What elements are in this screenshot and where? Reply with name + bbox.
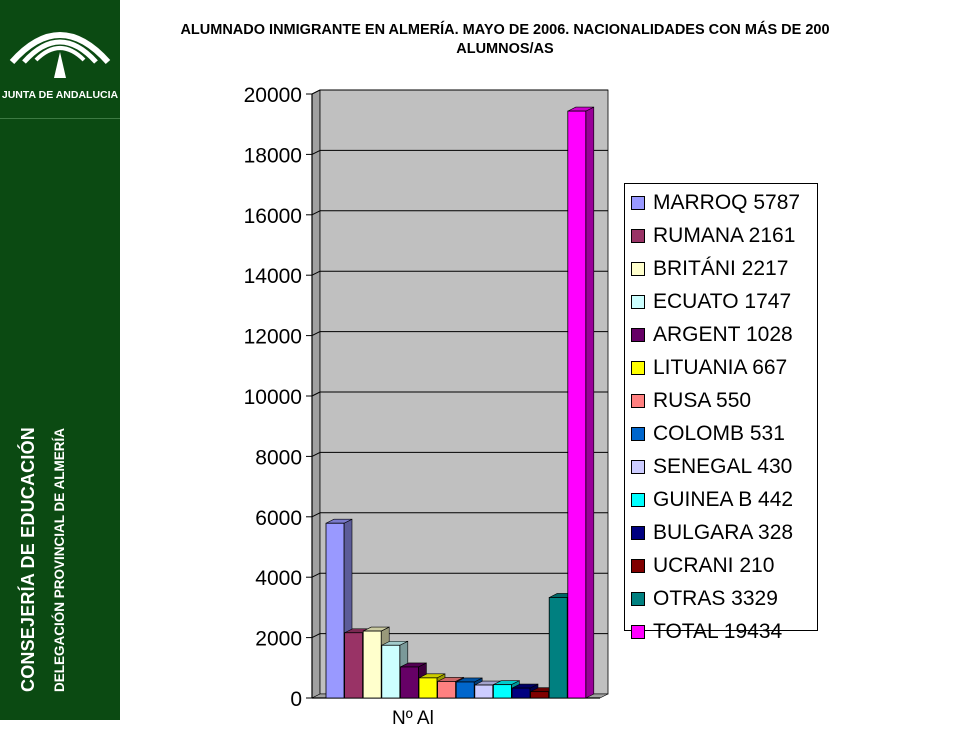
bar (456, 682, 474, 698)
y-tick-label: 8000 (255, 446, 302, 470)
legend-label: SENEGAL 430 (653, 454, 793, 478)
bar (400, 667, 418, 698)
bar (531, 692, 549, 698)
legend-swatch (631, 460, 645, 474)
legend-swatch (631, 196, 645, 210)
legend-item (625, 450, 817, 483)
chart-legend (624, 183, 818, 643)
y-tick-label: 6000 (255, 506, 302, 530)
legend-item (625, 516, 817, 549)
legend-label: MARROQ 5787 (653, 190, 801, 214)
chart-title: ALUMNADO INMIGRANTE EN ALMERÍA. MAYO DE 2006. NACIONALIDADES CON MÁS DE 200 ALUMNOS/AS (180, 22, 830, 57)
legend-item (625, 384, 817, 417)
legend-swatch (631, 526, 645, 540)
legend-swatch (631, 625, 645, 639)
legend-item (625, 186, 817, 219)
legend-label: RUSA 550 (653, 388, 752, 412)
legend-item (625, 285, 817, 318)
bar (419, 678, 437, 698)
legend-label: UCRANI 210 (653, 553, 775, 577)
legend-label: BRITÁNI 2217 (653, 256, 789, 280)
legend-item (625, 549, 817, 582)
legend-swatch (631, 592, 645, 606)
legend-item (625, 318, 817, 351)
legend-item (625, 351, 817, 384)
logo-text: JUNTA DE ANDALUCIA (1, 89, 119, 101)
bar (345, 633, 363, 698)
bar-side (586, 107, 594, 698)
legend-label: GUINEA B 442 (653, 487, 794, 511)
legend-swatch (631, 427, 645, 441)
legend-swatch (631, 229, 645, 243)
legend-item (625, 219, 817, 252)
x-axis-label: Nº Al (392, 708, 434, 729)
y-tick-label: 14000 (243, 265, 302, 289)
y-tick-label: 20000 (243, 84, 302, 107)
y-tick-label: 4000 (255, 567, 302, 591)
legend-item (625, 615, 817, 648)
y-tick-label: 10000 (243, 386, 302, 409)
legend-item (625, 417, 817, 450)
legend-swatch (631, 493, 645, 507)
legend-label: ARGENT 1028 (653, 322, 793, 346)
legend-label: COLOMB 531 (653, 421, 785, 445)
delegacion-label: DELEGACIÓN PROVINCIAL DE ALMERÍA (52, 427, 67, 692)
legend-item (625, 483, 817, 516)
legend-item (625, 252, 817, 285)
y-tick-label: 0 (290, 688, 302, 711)
legend-swatch (631, 295, 645, 309)
legend-label: OTRAS 3329 (653, 586, 778, 610)
bar (493, 685, 511, 698)
y-tick-label: 2000 (255, 627, 302, 651)
legend-swatch (631, 559, 645, 573)
consejeria-label: CONSEJERÍA DE EDUCACIÓN (18, 427, 38, 692)
legend-label: TOTAL 19434 (653, 619, 783, 643)
y-tick-label: 18000 (243, 144, 302, 168)
legend-label: RUMANA 2161 (653, 223, 796, 247)
legend-item (625, 582, 817, 615)
y-tick-label: 16000 (243, 204, 302, 228)
legend-swatch (631, 394, 645, 408)
legend-label: BULGARA 328 (653, 520, 794, 544)
legend-label: LITUANIA 667 (653, 355, 788, 379)
bar (438, 681, 456, 698)
y-tick-label: 12000 (243, 325, 302, 349)
bar (363, 631, 381, 698)
bar (326, 523, 344, 698)
legend-swatch (631, 328, 645, 342)
legend-swatch (631, 361, 645, 375)
bar (382, 645, 400, 698)
bar (475, 685, 493, 698)
bar (512, 688, 530, 698)
legend-label: ECUATO 1747 (653, 289, 792, 313)
legend-swatch (631, 262, 645, 276)
bar (549, 597, 567, 698)
bar (568, 111, 586, 698)
